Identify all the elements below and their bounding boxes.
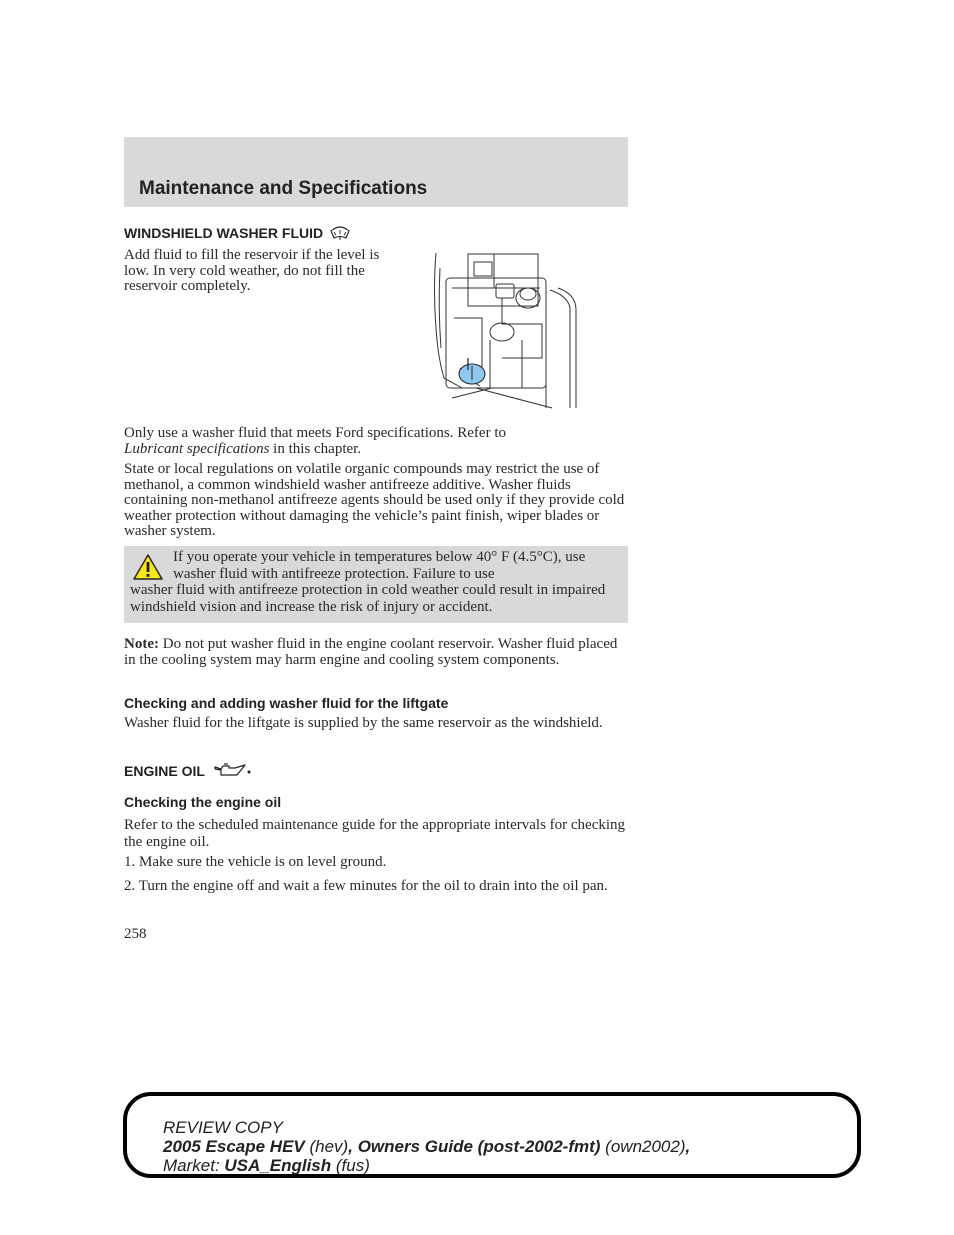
liftgate-paragraph: Washer fluid for the liftgate is supplied by the same reservoir as the windshield.: [124, 715, 603, 731]
footer-model-line: 2005 Escape HEV (hev), Owners Guide (post-2002-fmt) (own2002),: [163, 1137, 691, 1156]
oil-step-2: 2. Turn the engine off and wait a few minutes for the oil to drain into the oil pan.: [124, 878, 608, 894]
washer-fluid-heading-text: WINDSHIELD WASHER FLUID: [124, 225, 324, 241]
page-title: Maintenance and Specifications: [139, 178, 428, 199]
washer-intro: Add fluid to fill the reservoir if the level is low. In very cold weather, do not fill the reservoir completely.: [124, 247, 380, 294]
check-oil-heading: Checking the engine oil: [124, 794, 282, 810]
washer-fluid-icon: [329, 222, 351, 242]
lubricant-spec-reference: Lubricant specifications: [124, 440, 270, 457]
liftgate-heading: Checking and adding washer fluid for the liftgate: [124, 695, 449, 711]
ford-spec-paragraph: Only use a washer fluid that meets Ford specifications. Refer to Lubricant specifications in this chapter.: [124, 425, 506, 457]
check-oil-paragraph: Refer to the scheduled maintenance guide for the appropriate intervals for checking the engine oil.: [124, 817, 626, 850]
note-label: Note:: [124, 636, 159, 652]
oil-can-icon: [213, 762, 253, 778]
warning-text: If you operate your vehicle in temperatures below 40° F (4.5°C), use washer fluid with antifreeze protection. Failure to use washer fluid with antifreeze protection in cold weather could result in impaired windshield vision and increase the risk of injury or accident.: [130, 549, 606, 615]
engine-oil-heading-text: ENGINE OIL: [124, 763, 205, 779]
review-copy-footer: [123, 1092, 861, 1178]
page-number: 258: [124, 926, 147, 942]
oil-step-1: 1. Make sure the vehicle is on level ground.: [124, 854, 387, 870]
note-paragraph: Note: Do not put washer fluid in the engine coolant reservoir. Washer fluid placed in the cooling system may harm engine and cooling system components.: [124, 636, 618, 668]
regulations-paragraph: State or local regulations on volatile organic compounds may restrict the use of methanol, a common windshield washer antifreeze additive. Washer fluids containing non-methanol antifreeze agents should be used only if they provide cold weather protection without damaging the vehicle’s paint finish, wiper blades or washer system.: [124, 461, 625, 539]
warning-box: [124, 546, 628, 623]
washer-reservoir-illustration: [432, 248, 580, 410]
engine-oil-heading: [124, 762, 253, 779]
washer-fluid-heading: [124, 222, 351, 242]
review-copy-label: REVIEW COPY: [163, 1118, 283, 1137]
footer-market-line: Market: USA_English (fus): [163, 1156, 370, 1175]
